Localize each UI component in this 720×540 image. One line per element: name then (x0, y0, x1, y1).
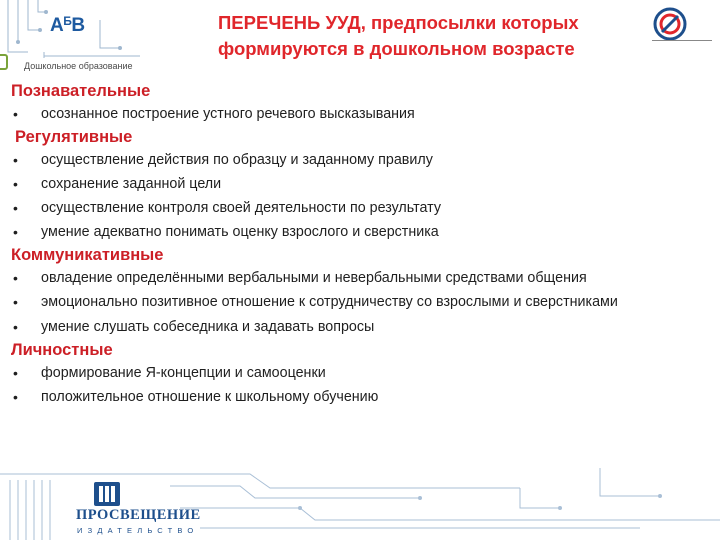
list-item-text: эмоционально позитивное отношение к сотрудничеству со взрослыми и сверстниками (41, 294, 618, 310)
bullet-icon: • (13, 270, 18, 286)
bullet-icon: • (13, 224, 18, 240)
page-title (218, 10, 638, 62)
list-item-text: осуществление действия по образцу и заданному правилу (41, 152, 433, 168)
list-item-text: осознанное построение устного речевого высказывания (41, 106, 415, 122)
list-item (11, 148, 711, 172)
list-item (11, 385, 711, 409)
bullet-icon: • (13, 106, 18, 122)
bullet-icon: • (13, 319, 18, 335)
bullet-icon: • (13, 200, 18, 216)
list-item (11, 267, 711, 289)
list-item (11, 315, 711, 339)
abv-logo (50, 14, 85, 37)
title-line-1: ПЕРЕЧЕНЬ УУД, предпосылки которых (218, 12, 579, 33)
list-item-text: осуществление контроля своей деятельности по результату (41, 200, 441, 216)
seal-underline (652, 40, 712, 41)
bullet-icon: • (13, 365, 18, 381)
publisher-name: ПРОСВЕЩЕНИЕ (76, 507, 201, 523)
bullet-icon: • (13, 389, 18, 405)
category-regulatory: Регулятивные (15, 128, 133, 146)
category-personal: Личностные (11, 341, 113, 359)
list-item (11, 196, 711, 220)
list-item (11, 102, 711, 126)
logo-letter-a: А (50, 15, 64, 36)
list-item-text: умение слушать собеседника и задавать вопросы (41, 319, 375, 335)
list-item (11, 361, 711, 385)
logo-letter-b: Б (63, 14, 72, 28)
list-item-text: умение адекватно понимать оценку взрослого и сверстника (41, 224, 439, 240)
title-line-2: формируются в дошкольном возрасте (218, 38, 575, 59)
list-item (11, 291, 711, 313)
publisher-subtitle: ИЗДАТЕЛЬСТВО (77, 526, 199, 535)
category-communicative: Коммуникативные (11, 246, 164, 264)
uud-list (11, 80, 711, 409)
green-corner-mark (0, 54, 8, 70)
bullet-icon: • (13, 294, 18, 310)
seal-icon (648, 6, 692, 42)
prosveshchenie-emblem-icon (92, 480, 122, 508)
bullet-icon: • (13, 176, 18, 192)
category-cognitive: Познавательные (11, 82, 151, 100)
list-item (11, 172, 711, 196)
logo-subtitle: Дошкольное образование (24, 61, 133, 71)
list-item-text: сохранение заданной цели (41, 176, 222, 192)
list-item-text: положительное отношение к школьному обучению (41, 389, 379, 405)
list-item-text: овладение определёнными вербальными и невербальными средствами общения (41, 270, 587, 286)
list-item (11, 220, 711, 244)
logo-letter-v: В (71, 15, 85, 36)
bullet-icon: • (13, 152, 18, 168)
list-item-text: формирование Я-концепции и самооценки (41, 365, 326, 381)
